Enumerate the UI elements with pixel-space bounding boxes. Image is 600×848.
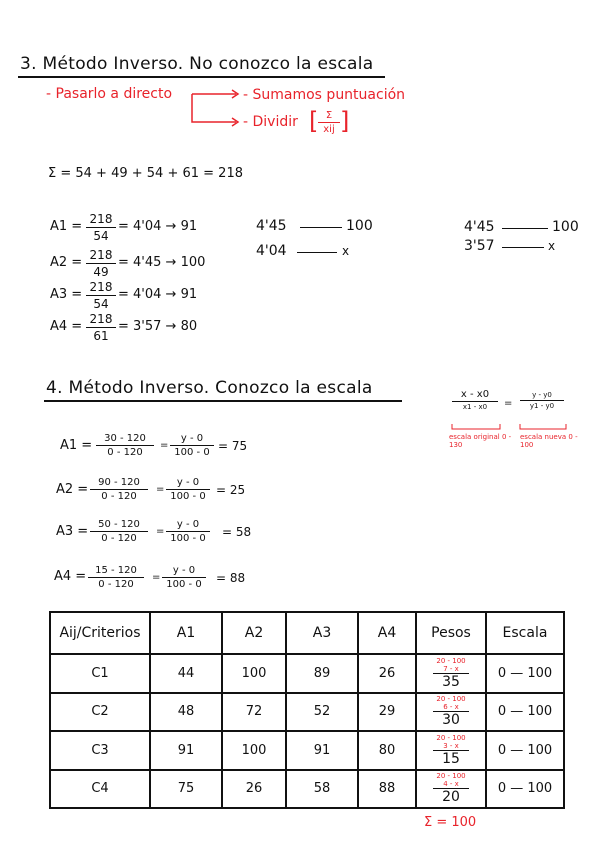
s4-a2-label: A2 = <box>56 482 89 497</box>
s4-a3-label: A3 = <box>56 524 89 539</box>
peso-calc-top: 20 - 100 <box>436 656 466 665</box>
s4-a2-num1: 90 - 120 <box>90 477 148 490</box>
s4-a3-result: = 58 <box>222 525 252 539</box>
criteria-table <box>49 611 565 809</box>
s3-a2-den: 49 <box>93 265 109 279</box>
formula-right <box>520 391 564 410</box>
s4-a1-num2: y - 0 <box>170 433 214 446</box>
sum-line: Σ = 54 + 49 + 54 + 61 = 218 <box>48 166 243 181</box>
peso-cell <box>416 654 486 693</box>
peso-value: 35 <box>433 673 469 690</box>
s4-a2-den1: 0 - 120 <box>101 491 137 502</box>
header-cell: Escala <box>486 612 564 654</box>
s3-a2-fraction <box>86 248 116 279</box>
s3-a4-result: = 3'57 → 80 <box>118 319 198 334</box>
prop2-line1 <box>502 228 548 229</box>
table-header-row <box>50 612 564 654</box>
s4-a1-eq: = <box>160 440 169 451</box>
s4-a2-fraction-right <box>166 477 210 502</box>
s4-a2-den2: 100 - 0 <box>170 491 206 502</box>
s4-a4-result: = 88 <box>216 571 246 585</box>
value-cell: 91 <box>150 731 222 770</box>
divide-num: Σ <box>318 110 340 123</box>
s3-a2-label: A2 = <box>50 255 83 270</box>
s4-a4-den2: 100 - 0 <box>166 579 202 590</box>
note-new-scale: escala nueva 0 - 100 <box>520 433 578 449</box>
peso-calc-top: 20 - 100 <box>436 695 466 704</box>
peso-calc-mid: 3 - x <box>443 741 459 750</box>
escala-cell: 0 — 100 <box>486 654 564 693</box>
section4-underline <box>44 400 402 402</box>
value-cell: 72 <box>222 693 286 732</box>
value-cell: 26 <box>358 654 416 693</box>
s4-a3-fraction-left <box>90 519 148 544</box>
peso-calc-mid: 7 - x <box>443 664 459 673</box>
escala-cell: 0 — 100 <box>486 731 564 770</box>
section3-title: 3. Método Inverso. No conozco la escala <box>20 54 374 74</box>
s3-a1-label: A1 = <box>50 219 83 234</box>
s4-a1-label: A1 = <box>60 438 93 453</box>
formula-left <box>452 389 498 411</box>
s4-a4-den1: 0 - 120 <box>98 579 134 590</box>
prop2-line2 <box>502 247 544 248</box>
peso-calc-mid: 4 - x <box>443 780 459 789</box>
s3-a1-num: 218 <box>86 212 116 228</box>
formula-eq: = <box>504 398 513 409</box>
s3-a4-fraction <box>86 312 116 343</box>
formula-right-num: y - y0 <box>520 391 564 401</box>
s4-a4-fraction-left <box>88 565 144 590</box>
value-cell: 91 <box>286 731 358 770</box>
s3-a3-den: 54 <box>93 297 109 311</box>
value-cell: 88 <box>358 770 416 809</box>
value-cell: 58 <box>286 770 358 809</box>
escala-cell: 0 — 100 <box>486 693 564 732</box>
peso-calc-mid: 6 - x <box>443 703 459 712</box>
value-cell: 89 <box>286 654 358 693</box>
value-cell: 29 <box>358 693 416 732</box>
s4-a1-fraction-right <box>170 433 214 458</box>
value-cell: 100 <box>222 731 286 770</box>
s4-a1-result: = 75 <box>218 439 248 453</box>
s3-a4-num: 218 <box>86 312 116 328</box>
table-row <box>50 770 564 809</box>
s4-a2-eq: = <box>156 484 165 495</box>
value-cell: 44 <box>150 654 222 693</box>
s4-a4-eq: = <box>152 572 161 583</box>
section3-underline <box>18 76 385 78</box>
header-cell: Aij/Criterios <box>50 612 150 654</box>
s3-a4-den: 61 <box>93 329 109 343</box>
table-row <box>50 731 564 770</box>
value-cell: 26 <box>222 770 286 809</box>
prop2-a: 4'45 <box>464 219 495 235</box>
peso-cell <box>416 731 486 770</box>
peso-cell <box>416 770 486 809</box>
peso-calc-top: 20 - 100 <box>436 772 466 781</box>
formula-right-den: y1 - y0 <box>529 402 555 410</box>
criterion-cell: C4 <box>50 770 150 809</box>
s3-a1-result: = 4'04 → 91 <box>118 219 198 234</box>
weights-sum-note: Σ = 100 <box>424 815 477 830</box>
prop1-b: 100 <box>346 218 373 234</box>
formula-left-num: x - x0 <box>452 389 498 402</box>
s4-a4-num1: 15 - 120 <box>88 565 144 578</box>
s3-a3-label: A3 = <box>50 287 83 302</box>
prop1-d: x <box>342 244 350 258</box>
divide-fraction <box>318 110 340 135</box>
prop1-c: 4'04 <box>256 243 287 259</box>
bracket-right: ] <box>340 107 350 135</box>
bracket-left: [ <box>309 107 319 135</box>
escala-cell: 0 — 100 <box>486 770 564 809</box>
prop2-d: x <box>548 239 556 253</box>
criterion-cell: C2 <box>50 693 150 732</box>
s4-a4-num2: y - 0 <box>162 565 206 578</box>
s4-a2-fraction-left <box>90 477 148 502</box>
peso-value: 20 <box>433 788 469 805</box>
peso-value: 15 <box>433 750 469 767</box>
s3-a3-num: 218 <box>86 280 116 296</box>
value-cell: 100 <box>222 654 286 693</box>
s3-a2-num: 218 <box>86 248 116 264</box>
peso-cell <box>416 693 486 732</box>
criterion-cell: C3 <box>50 731 150 770</box>
s3-a2-result: = 4'45 → 100 <box>118 255 206 270</box>
value-cell: 75 <box>150 770 222 809</box>
value-cell: 48 <box>150 693 222 732</box>
value-cell: 52 <box>286 693 358 732</box>
section4-title: 4. Método Inverso. Conozco la escala <box>46 378 373 398</box>
s4-a4-fraction-right <box>162 565 206 590</box>
s4-a2-result: = 25 <box>216 483 246 497</box>
prop1-line1 <box>300 227 342 228</box>
table-row <box>50 654 564 693</box>
s4-a3-num1: 50 - 120 <box>90 519 148 532</box>
s3-a3-result: = 4'04 → 91 <box>118 287 198 302</box>
header-cell: A3 <box>286 612 358 654</box>
option-sum: - Sumamos puntuación <box>243 87 406 103</box>
formula-left-den: x1 - x0 <box>462 403 488 411</box>
s4-a3-den2: 100 - 0 <box>170 533 206 544</box>
s4-a1-den1: 0 - 120 <box>107 447 143 458</box>
table-row <box>50 693 564 732</box>
peso-value: 30 <box>433 711 469 728</box>
s3-a1-den: 54 <box>93 229 109 243</box>
s4-a1-num1: 30 - 120 <box>96 433 154 446</box>
value-cell: 80 <box>358 731 416 770</box>
prop2-c: 3'57 <box>464 238 495 254</box>
option-divide: - Dividir <box>243 114 298 130</box>
prop1-line2 <box>297 252 337 253</box>
note-original-scale: escala original 0 - 130 <box>449 433 512 449</box>
divide-den: xij <box>323 124 335 135</box>
s4-a4-label: A4 = <box>54 569 87 584</box>
s3-a3-fraction <box>86 280 116 311</box>
s4-a1-fraction-left <box>96 433 154 458</box>
header-cell: A1 <box>150 612 222 654</box>
header-cell: A2 <box>222 612 286 654</box>
prop1-a: 4'45 <box>256 218 287 234</box>
s4-a1-den2: 100 - 0 <box>174 447 210 458</box>
s4-a2-num2: y - 0 <box>166 477 210 490</box>
s4-a3-num2: y - 0 <box>166 519 210 532</box>
s3-a4-label: A4 = <box>50 319 83 334</box>
header-cell: Pesos <box>416 612 486 654</box>
s4-a3-den1: 0 - 120 <box>101 533 137 544</box>
branch-arrows <box>188 86 248 130</box>
peso-calc-top: 20 - 100 <box>436 733 466 742</box>
prop2-b: 100 <box>552 219 579 235</box>
option-direct: - Pasarlo a directo <box>46 86 173 102</box>
header-cell: A4 <box>358 612 416 654</box>
s3-a1-fraction <box>86 212 116 243</box>
criterion-cell: C1 <box>50 654 150 693</box>
s4-a3-eq: = <box>156 526 165 537</box>
s4-a3-fraction-right <box>166 519 210 544</box>
